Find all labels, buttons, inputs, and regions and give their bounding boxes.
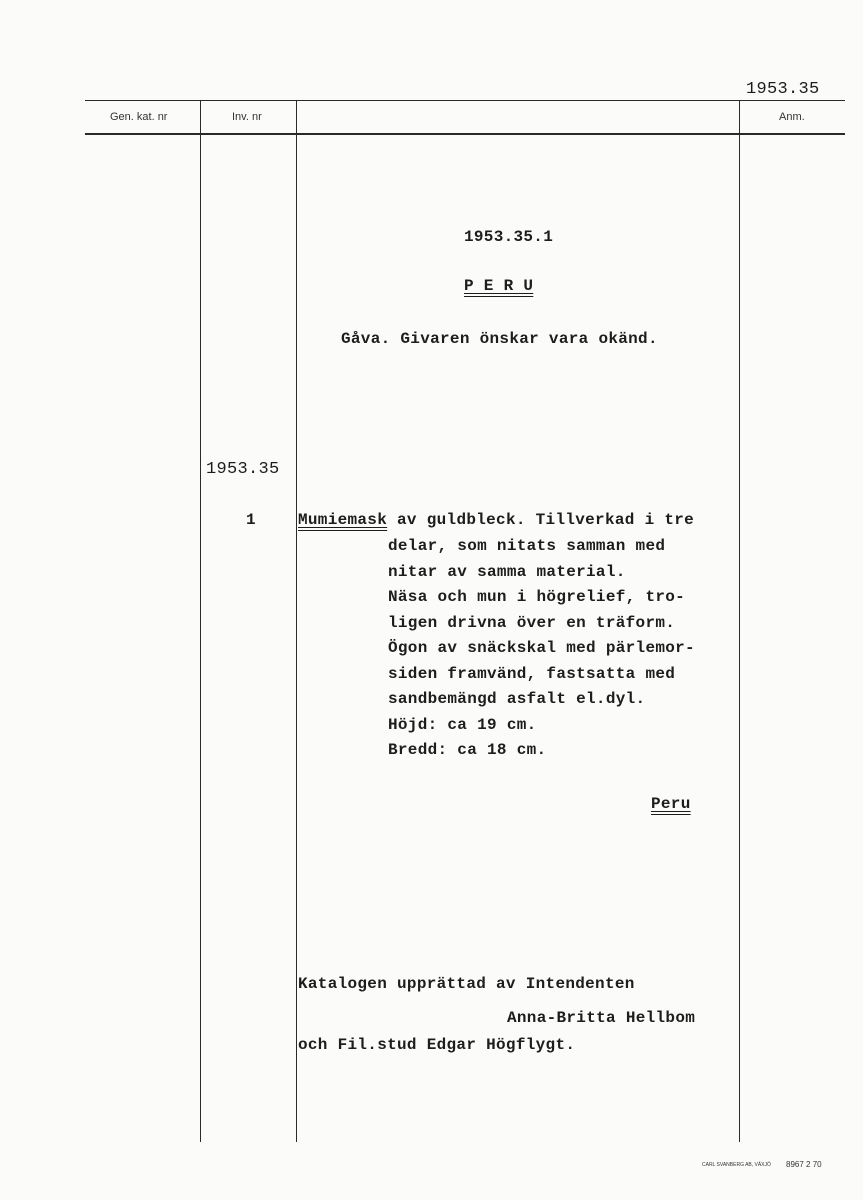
inv-nr-header: Inv. nr (232, 111, 262, 123)
description-line: delar, som nitats samman med (388, 537, 666, 555)
column-rule-2 (296, 100, 297, 1142)
description-line: Näsa och mun i högrelief, tro- (388, 588, 686, 606)
inventory-group-number: 1953.35 (206, 460, 280, 479)
description-line: sandbemängd asfalt el.dyl. (388, 690, 646, 708)
cataloguer-note-line3: och Fil.stud Edgar Högflygt. (298, 1036, 576, 1054)
cataloguer-note-line1: Katalogen upprättad av Intendenten (298, 975, 635, 993)
origin-label: Peru (651, 795, 691, 813)
description-line: ligen drivna över en träform. (388, 613, 676, 632)
form-code: 8967 2 70 (786, 1160, 822, 1169)
description-first-line-rest: av guldbleck. Tillverkad i tre (397, 511, 695, 529)
printer-imprint: CARL SVANBERG AB, VÄXJÖ (702, 1162, 771, 1168)
cataloguer-name: Anna-Britta Hellbom (507, 1009, 696, 1027)
object-name: Mumiemask (298, 511, 388, 529)
entry-number: 1953.35.1 (464, 228, 554, 246)
column-rule-1 (200, 100, 201, 1142)
header-bottom-rule (85, 133, 845, 135)
width-measurement: Bredd: ca 18 cm. (388, 741, 547, 759)
column-rule-3 (739, 100, 740, 1142)
donation-note: Gåva. Givaren önskar vara okänd. (341, 330, 658, 348)
item-number: 1 (246, 511, 256, 529)
gen-kat-nr-header: Gen. kat. nr (110, 111, 168, 123)
description-block (388, 537, 695, 767)
card-number: 1953.35 (746, 80, 820, 99)
height-measurement: Höjd: ca 19 cm. (388, 715, 537, 734)
description-line: siden framvänd, fastsatta med (388, 664, 676, 683)
description-line: nitar av samma material. (388, 562, 626, 581)
description-line: Ögon av snäckskal med pärlemor- (388, 639, 695, 657)
anm-header: Anm. (779, 111, 805, 123)
country-heading: P E R U (464, 277, 534, 295)
header-top-rule (85, 100, 845, 101)
description-first-line (298, 511, 694, 529)
